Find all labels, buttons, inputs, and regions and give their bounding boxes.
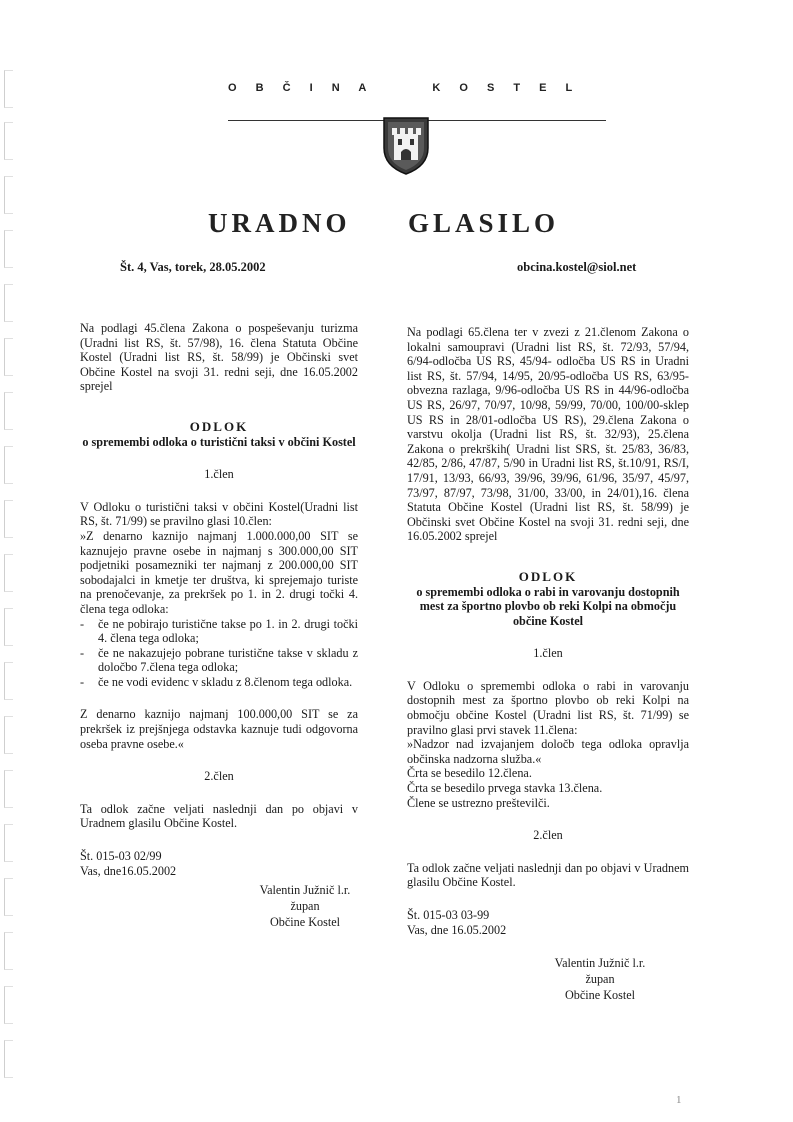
left-article2-title: 2.člen [204, 769, 234, 784]
right-signature-block [535, 955, 665, 1003]
left-article1-penalty: Z denarno kaznijo najmanj 100.000,00 SIT se za prekršek iz prejšnjega odstavka kaznuje tudi odgovorna oseba pravne osebe.« [80, 707, 358, 751]
left-heading: ODLOK [189, 418, 249, 434]
binder-mark [4, 662, 13, 700]
list-item: - če ne pobirajo turistične takse po 1. in 2. drugi točki 4. člena tega odloka; [80, 617, 358, 646]
coat-of-arms-icon [378, 114, 434, 176]
masthead-word-municipality: O B Č I N A [228, 82, 368, 94]
right-signer-org: Občine Kostel [564, 988, 636, 1003]
right-article1-quote: »Nadzor nad izvajanjem določb tega odloka opravlja občinska nadzorna služba.« [407, 737, 689, 766]
binder-mark [4, 878, 13, 916]
left-intro: Na podlagi 45.člena Zakona o pospeševanju turizma (Uradni list RS, št. 57/98), 16. člena Statuta Občine Kostel (Uradni list RS, št. 58/99) je Občinski svet Občine Kostel na svoji 31. redni seji, dne 16.05.2002 sprejel [80, 321, 358, 394]
right-change-2: Črta se besedilo prvega stavka 13.člena. [407, 781, 603, 796]
right-subheading: o spremembi odloka o rabi in varovanju dostopnih mest za športno plovbo ob reki Kolpi na območju občine Kostel [416, 584, 680, 628]
right-article2-title: 2.člen [533, 828, 563, 843]
binder-mark [4, 824, 13, 862]
left-subheading: o spremembi odloka o turistični taksi v občini Kostel [82, 434, 356, 449]
binder-mark [4, 986, 13, 1024]
issue-info: Št. 4, Vas, torek, 28.05.2002 [120, 260, 266, 274]
right-column [407, 325, 689, 1003]
binder-mark [4, 176, 13, 214]
binder-mark [4, 932, 13, 970]
binder-mark [4, 500, 13, 538]
left-article1-quote: »Z denarno kaznijo najmanj 1.000.000,00 SIT se kaznujejo pravne osebe in najmanj s 300.000,00 SIT podjetniki posamezniki ter najmanj z 200.000,00 SIT sobodajalci in kmetje ter društva, ki sprejemajo turiste na prenočevanje, za prekršek po 1. in 2. drugi točki 4. člena tega odloka: [80, 528, 358, 616]
right-article1-text: V Odloku o spremembi odloka o rabi in varovanju dostopnih mest za športno plovbo ob reki Kolpi na območju občine Kostel (Uradni list RS, št. 71/99) se pravilno glasi prvi stavek 11.člena: [407, 678, 689, 737]
publication-title-glasilo: GLASILO [408, 208, 560, 238]
binder-mark [4, 716, 13, 754]
right-change-3: Člene se ustrezno preštevilči. [407, 795, 550, 810]
publication-title-uradno: URADNO [208, 208, 351, 238]
left-signer-name: Valentin Južnič l.r. [259, 883, 351, 898]
left-signer-title: župan [290, 899, 320, 914]
binder-mark [4, 770, 13, 808]
binder-mark [4, 392, 13, 430]
list-item: - če ne nakazujejo pobrane turistične takse v skladu z določbo 7.člena tega odloka; [80, 646, 358, 675]
left-signature-block [240, 882, 370, 930]
masthead [228, 82, 608, 94]
binder-margin-marks [0, 0, 20, 1122]
right-article2-text: Ta odlok začne veljati naslednji dan po objavi v Uradnem glasilu Občine Kostel. [407, 860, 689, 890]
left-column [80, 321, 358, 930]
left-signer-org: Občine Kostel [269, 915, 341, 930]
masthead-word-kostel: K O S T E L [432, 82, 574, 94]
binder-mark [4, 446, 13, 484]
right-reference-date: Vas, dne 16.05.2002 [407, 922, 507, 937]
right-heading: ODLOK [518, 568, 578, 584]
right-article1-title: 1.člen [533, 646, 563, 661]
binder-mark [4, 70, 13, 108]
list-item: - če ne vodi evidenc v skladu z 8.členom tega odloka. [80, 675, 358, 690]
right-signer-title: župan [585, 972, 615, 987]
right-change-1: Črta se besedilo 12.člena. [407, 766, 532, 781]
left-article2-text: Ta odlok začne veljati naslednji dan po objavi v Uradnem glasilu Občine Kostel. [80, 801, 358, 831]
binder-mark [4, 284, 13, 322]
binder-mark [4, 554, 13, 592]
left-offence-list [80, 617, 358, 690]
left-article1-text: V Odloku o turistični taksi v občini Kostel(Uradni list RS, št. 71/99) se pravilno glasi 10.člen: [80, 499, 358, 529]
right-signer-name: Valentin Južnič l.r. [554, 956, 646, 971]
right-intro: Na podlagi 65.člena ter v zvezi z 21.členom Zakona o lokalni samoupravi (Uradni list RS, št. 72/93, 57/94, 6/94-odločba US RS, 45/94- odločba US RS in Uradni list RS, št. 57/94, 14/95, 20/95-odločba US RS, 63/95-obvezna razlaga, 9/96-odločba US RS in 44/96-odločba US RS, 26/97, 70/97, 10/98, 59/99, 70/00, 100/00-sklep US RS in 28/01-odločba US RS), 29.člena Zakona o varstvu okolja (Uradni list RS, št. 32/93), 25.člena Zakona o prekrških( Uradni list SRS, št. 25/83, 36/83, 42/85, 2/86, 47/87, 5/90 in Uradni list RS, št.10/91, RS/I, 17/91, 13/93, 66/93, 39/96, 39/96, 61/96, 35/97, 45/97, 73/97, 87/97, 73/98, 31/00, 33/00, in 24/01),16. člena Statuta Občine Kostel (Uradni list RS, št. 58/99) je Občinski svet Občine Kostel na svoji 31. redni seji, dne 16.05.2002 sprejel [407, 325, 689, 544]
right-reference-number: Št. 015-03 03-99 [407, 908, 490, 922]
left-reference-date: Vas, dne16.05.2002 [80, 863, 177, 878]
left-article1-title: 1.člen [204, 467, 234, 482]
page-number: 1 [676, 1094, 682, 1106]
binder-mark [4, 338, 13, 376]
binder-mark [4, 608, 13, 646]
binder-mark [4, 122, 13, 160]
binder-mark [4, 1040, 13, 1078]
left-reference-number: Št. 015-03 02/99 [80, 849, 162, 864]
binder-mark [4, 230, 13, 268]
contact-email: obcina.kostel@siol.net [517, 260, 637, 274]
